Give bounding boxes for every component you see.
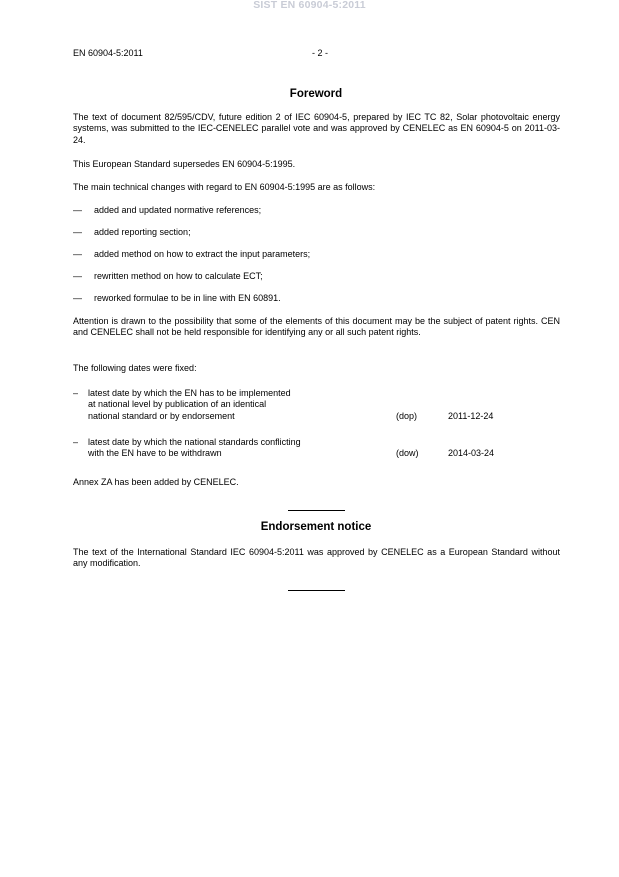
date-value: 2011-12-24 bbox=[448, 410, 494, 421]
date-description-line: latest date by which the national standards conflicting bbox=[88, 437, 301, 447]
change-item-text: added and updated normative references; bbox=[94, 205, 262, 215]
foreword-intro: The text of document 82/595/CDV, future edition 2 of IEC 60904-5, prepared by IEC TC 82, Solar photovoltaic energy systems, was submitted to the IEC-CENELEC parallel vote and was approved by CENELEC as EN 60904-5 on 2011-03-24. bbox=[73, 112, 560, 145]
endorsement-title: Endorsement notice bbox=[260, 521, 372, 533]
watermark: SIST EN 60904-5:2011 bbox=[253, 0, 366, 11]
foreword-supersedes: This European Standard supersedes EN 60904-5:1995. bbox=[73, 159, 296, 169]
date-abbreviation: (dop) bbox=[396, 410, 418, 421]
foreword-annex: Annex ZA has been added by CENELEC. bbox=[73, 477, 239, 487]
header-doc-id: EN 60904-5:2011 bbox=[73, 48, 143, 58]
foreword-attention: Attention is drawn to the possibility that some of the elements of this document may be the subject of patent rights. CEN and CENELEC shall not be held responsible for identifying any or all such patent rights. bbox=[73, 316, 560, 338]
foreword-dates-intro: The following dates were fixed: bbox=[73, 363, 197, 373]
foreword-changes-intro: The main technical changes with regard to EN 60904-5:1995 are as follows: bbox=[73, 182, 376, 192]
change-item-text: added method on how to extract the input parameters; bbox=[94, 249, 311, 259]
header-page-number: - 2 - bbox=[311, 48, 328, 58]
date-row-dop bbox=[73, 388, 560, 424]
dash-bullet: — bbox=[73, 271, 82, 281]
change-item-text: rewritten method on how to calculate ECT; bbox=[94, 271, 263, 281]
change-item-text: reworked formulae to be in line with EN 60891. bbox=[94, 293, 281, 303]
date-abbreviation: (dow) bbox=[396, 448, 419, 459]
dash-bullet: — bbox=[73, 293, 82, 303]
en-dash-bullet: – bbox=[73, 437, 79, 447]
foreword-title: Foreword bbox=[289, 88, 343, 100]
date-description-line: latest date by which the EN has to be implemented bbox=[88, 388, 291, 398]
date-description bbox=[88, 437, 301, 460]
en-dash-bullet: – bbox=[73, 388, 79, 398]
date-description-line: national standard or by endorsement bbox=[88, 410, 235, 421]
dash-bullet: — bbox=[73, 227, 82, 237]
date-description-line: at national level by publication of an identical bbox=[88, 399, 267, 410]
dash-bullet: — bbox=[73, 249, 82, 259]
date-description-line: with the EN have to be withdrawn bbox=[88, 448, 222, 459]
dash-bullet: — bbox=[73, 205, 82, 215]
date-value: 2014-03-24 bbox=[448, 448, 495, 459]
section-divider bbox=[288, 590, 345, 591]
date-description bbox=[88, 388, 291, 422]
date-row-dow bbox=[73, 437, 560, 461]
section-divider bbox=[288, 510, 345, 511]
endorsement-text: The text of the International Standard IEC 60904-5:2011 was approved by CENELEC as a European Standard without any modification. bbox=[73, 547, 560, 569]
change-item-text: added reporting section; bbox=[94, 227, 191, 237]
